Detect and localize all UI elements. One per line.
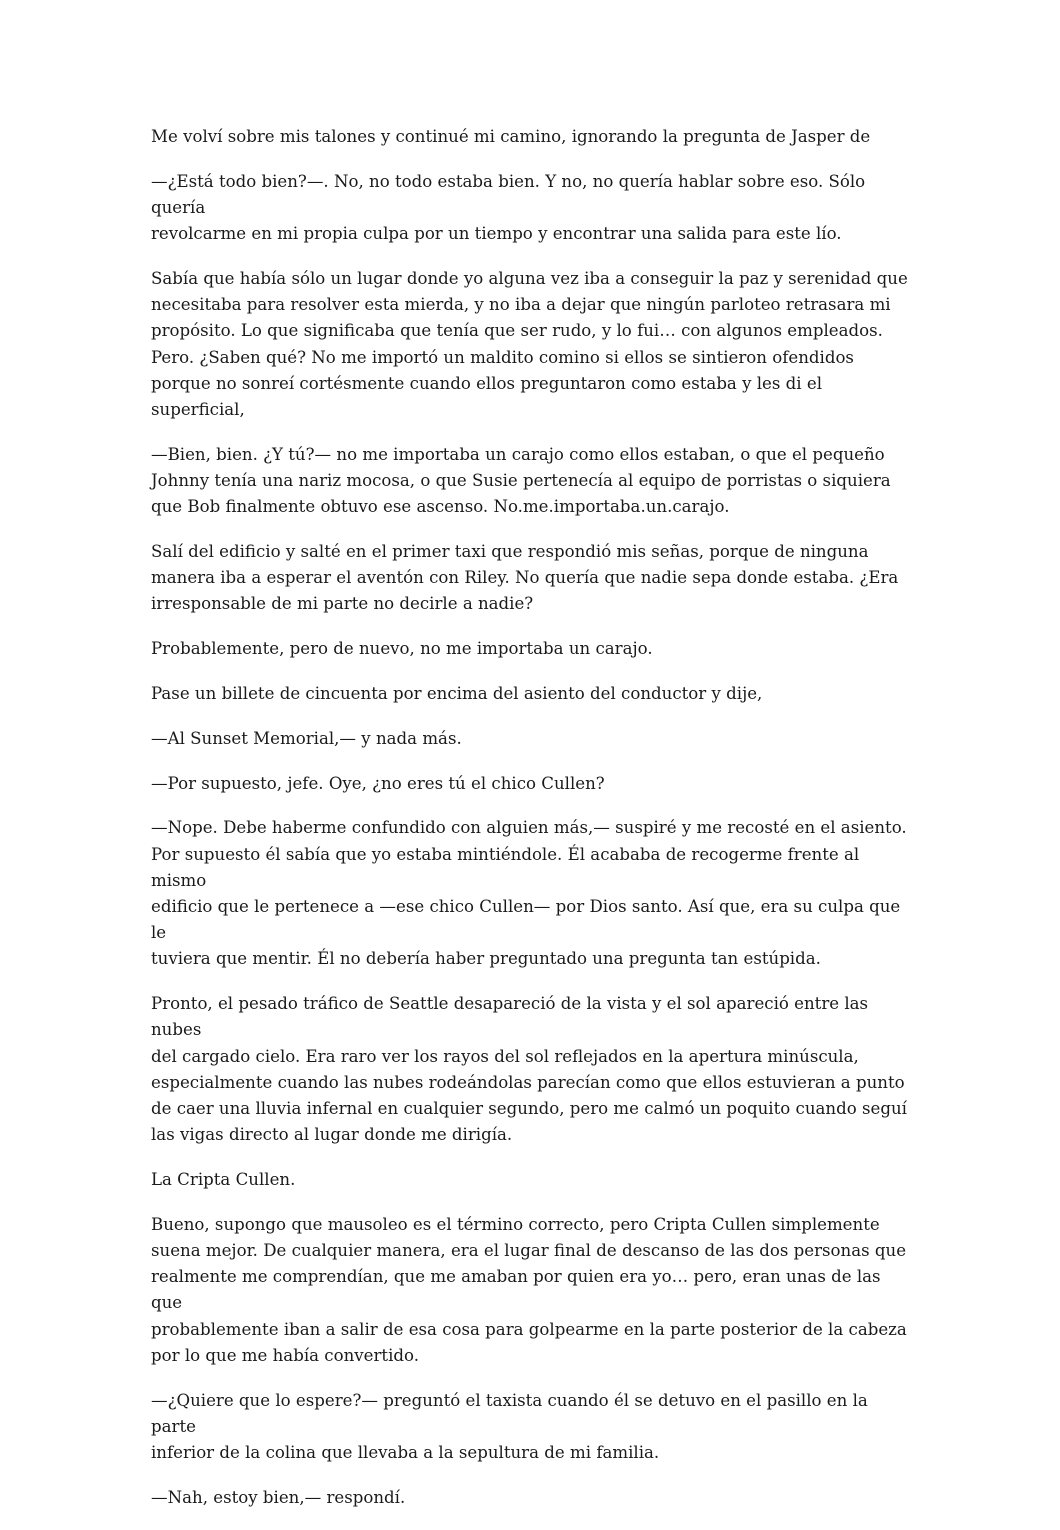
paragraph: —¿Quiere que lo espere?— preguntó el taxista cuando él se detuvo en el pasillo en la parte inferior de la colina que llevaba a la sepultura de mi familia. xyxy=(151,1390,868,1463)
paragraph: Probablemente, pero de nuevo, no me importaba un carajo. xyxy=(151,639,653,659)
paragraph: —Al Sunset Memorial,— y nada más. xyxy=(151,728,462,748)
paragraph: Me volví sobre mis talones y continué mi camino, ignorando la pregunta de Jasper de xyxy=(151,127,871,146)
paragraph: Sabía que había sólo un lugar donde yo alguna vez iba a conseguir la paz y serenidad que necesitaba para resolver esta mierda, y no iba a dejar que ningún parloteo retrasara mi propósito. Lo que significaba que tenía que ser rudo, y lo fui… con algunos empleados. Pero. ¿Saben qué? No me importó un maldito comino si ellos se sintieron ofendidos porque no sonreí cortésmente cuando ellos preguntaron como estaba y les di el superficial, xyxy=(151,269,908,420)
paragraph: Pronto, el pesado tráfico de Seattle desapareció de la vista y el sol apareció entre las nubes del cargado cielo. Era raro ver los rayos del sol reflejados en la apertura minúscula, especialmente cuando las nubes rodeándolas parecían como que ellos estuvieran a punto de caer una lluvia infernal en cualquier segundo, pero me calmó un poquito cuando seguí las vigas directo al lugar donde me dirigía. xyxy=(151,994,907,1145)
paragraph: Pase un billete de cincuenta por encima del asiento del conductor y dije, xyxy=(151,684,763,704)
paragraph: La Cripta Cullen. xyxy=(151,1170,296,1190)
paragraph: —¿Está todo bien?—. No, no todo estaba bien. Y no, no quería hablar sobre eso. Sólo quería revolcarme en mi propia culpa por un tiempo y encontrar una salida para este lío. xyxy=(151,171,866,244)
paragraph: Bueno, supongo que mausoleo es el término correcto, pero Cripta Cullen simplemente suena mejor. De cualquier manera, era el lugar final de descanso de las dos personas que realmente me comprendían, que me amaban por quien era yo… pero, eran unas de las que probablemente iban a salir de esa cosa para golpearme en la parte posterior de la cabeza por lo que me había convertido. xyxy=(151,1214,907,1365)
paragraph: —Nope. Debe haberme confundido con alguien más,— suspiré y me recosté en el asiento. Por supuesto él sabía que yo estaba mintiéndole. Él acababa de recogerme frente al mismo edificio que le pertenece a —ese chico Cullen— por Dios santo. Así que, era su culpa que le tuviera que mentir. Él no debería haber preguntado una pregunta tan estúpida. xyxy=(151,818,907,969)
paragraph: —Por supuesto, jefe. Oye, ¿no eres tú el chico Cullen? xyxy=(151,773,605,793)
document-page xyxy=(151,124,911,1530)
paragraph: Salí del edificio y salté en el primer taxi que respondió mis señas, porque de ninguna manera iba a esperar el aventón con Riley. No quería que nadie sepa donde estaba. ¿Era irresponsable de mi parte no decirle a nadie? xyxy=(151,542,899,614)
paragraph: —Nah, estoy bien,— respondí. xyxy=(151,1487,406,1507)
paragraph: —Bien, bien. ¿Y tú?— no me importaba un carajo como ellos estaban, o que el pequeño Johnny tenía una nariz mocosa, o que Susie pertenecía al equipo de porristas o siquiera que Bob finalmente obtuvo ese ascenso. No.me.importaba.un.carajo. xyxy=(151,444,891,517)
